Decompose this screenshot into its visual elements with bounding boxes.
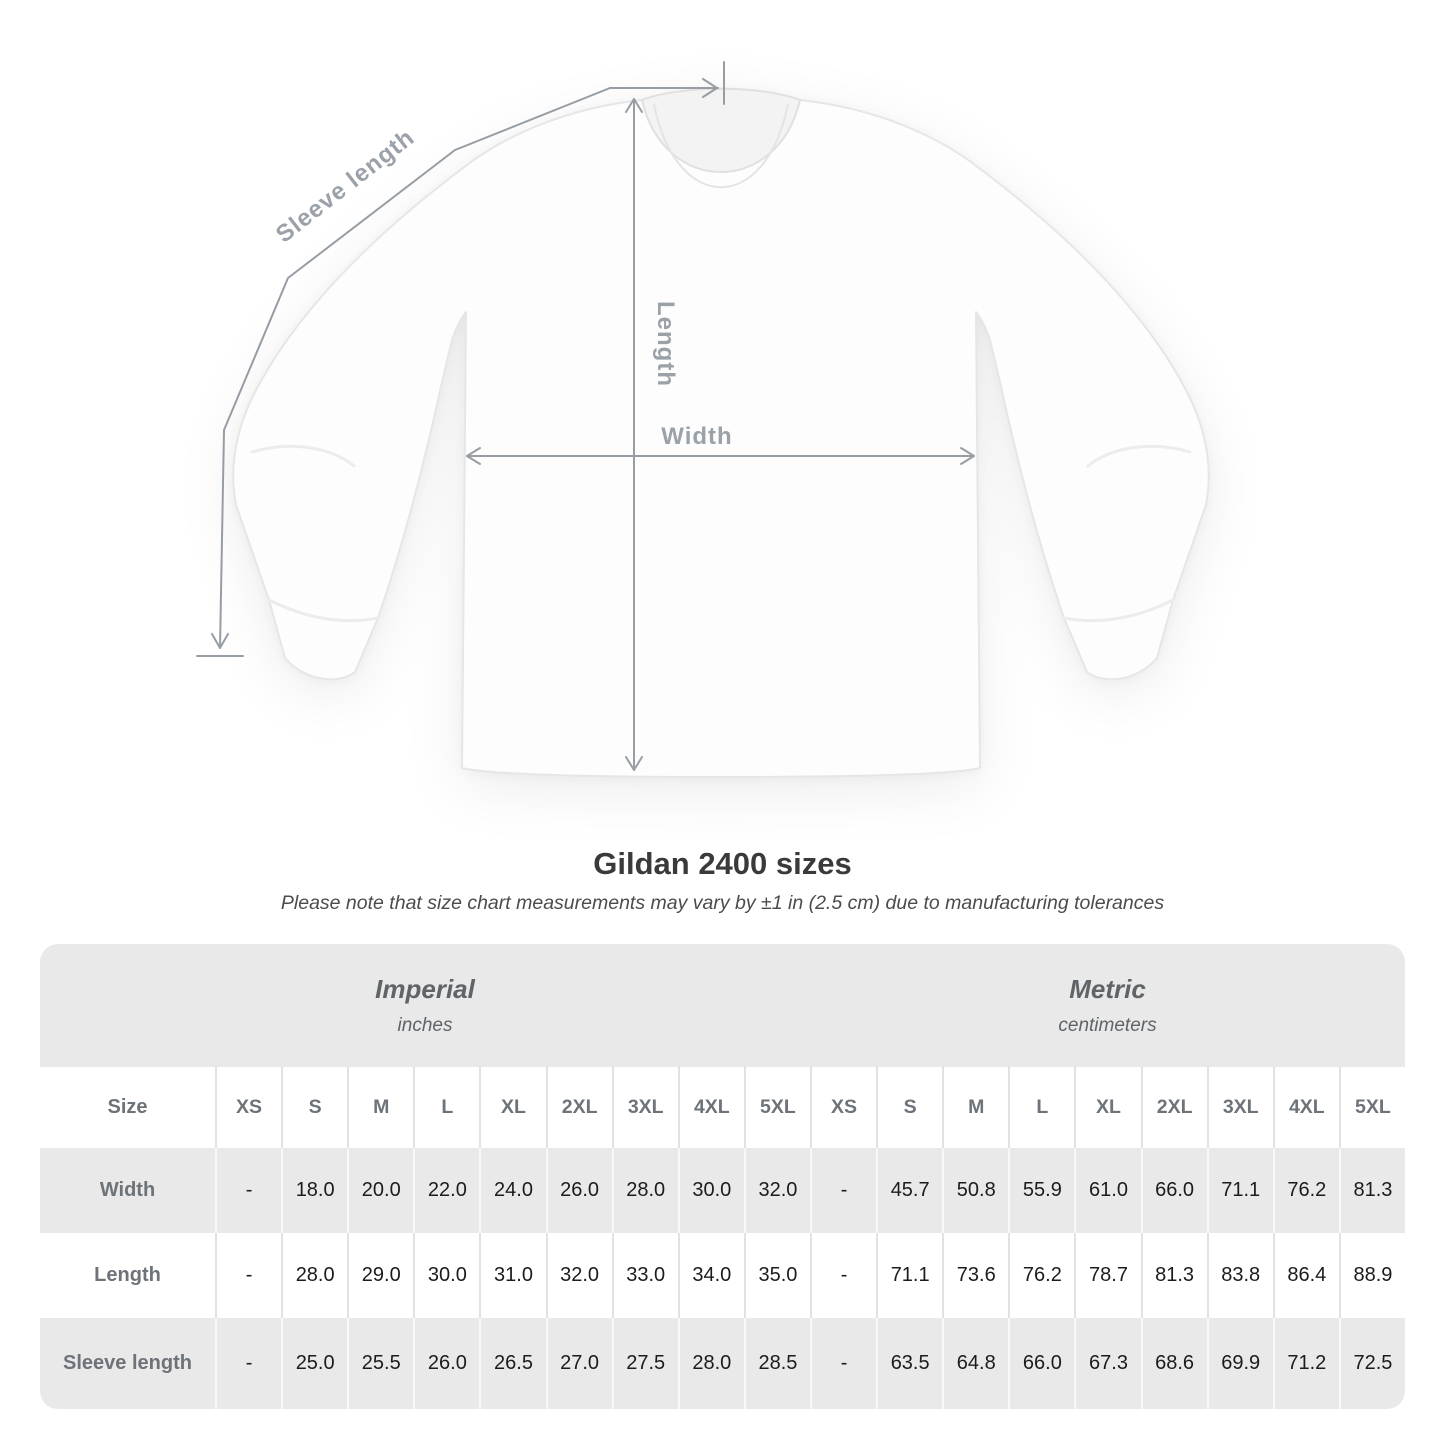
table-cell: - — [215, 1233, 281, 1318]
table-cell: 30.0 — [413, 1233, 479, 1318]
width-label: Width — [661, 423, 733, 450]
table-cell: 69.9 — [1207, 1318, 1273, 1409]
size-header-cell: 4XL — [678, 1067, 744, 1148]
table-cell: 71.1 — [1207, 1148, 1273, 1233]
size-header-cell: L — [1008, 1067, 1074, 1148]
size-header-cell: 3XL — [1207, 1067, 1273, 1148]
table-cell: 73.6 — [942, 1233, 1008, 1318]
table-row-length — [40, 1233, 1405, 1318]
table-cell: 26.5 — [479, 1318, 545, 1409]
table-cell: 32.0 — [744, 1148, 810, 1233]
table-cell: 32.0 — [546, 1233, 612, 1318]
table-cell: 86.4 — [1273, 1233, 1339, 1318]
size-header-cell: XL — [1074, 1067, 1140, 1148]
sleeve-length-label: Sleeve length — [270, 123, 420, 249]
table-cell: 33.0 — [612, 1233, 678, 1318]
table-cell: 78.7 — [1074, 1233, 1140, 1318]
table-cell: 26.0 — [413, 1318, 479, 1409]
size-column-header: Size — [107, 1096, 148, 1118]
unit-header-row — [40, 944, 1405, 1067]
table-cell: 76.2 — [1273, 1148, 1339, 1233]
table-cell: - — [810, 1233, 876, 1318]
table-cell: 67.3 — [1074, 1318, 1140, 1409]
size-header-cell: S — [281, 1067, 347, 1148]
table-cell: - — [810, 1318, 876, 1409]
table-cell: 22.0 — [413, 1148, 479, 1233]
size-header-cell: 4XL — [1273, 1067, 1339, 1148]
table-cell: - — [810, 1148, 876, 1233]
table-cell: 34.0 — [678, 1233, 744, 1318]
imperial-name: Imperial — [375, 974, 475, 1004]
table-cell: 71.1 — [876, 1233, 942, 1318]
size-header-cell: L — [413, 1067, 479, 1148]
table-cell: 45.7 — [876, 1148, 942, 1233]
size-header-cell: M — [942, 1067, 1008, 1148]
table-cell: 28.0 — [678, 1318, 744, 1409]
table-cell: 31.0 — [479, 1233, 545, 1318]
size-header-cell: XL — [479, 1067, 545, 1148]
table-row-width — [40, 1148, 1405, 1233]
size-header-cell: M — [347, 1067, 413, 1148]
table-cell: 55.9 — [1008, 1148, 1074, 1233]
table-cell: 88.9 — [1339, 1233, 1405, 1318]
table-cell: 76.2 — [1008, 1233, 1074, 1318]
table-cell: 64.8 — [942, 1318, 1008, 1409]
row-label: Width — [99, 1179, 156, 1201]
table-cell: - — [215, 1318, 281, 1409]
size-header-cell: 2XL — [1141, 1067, 1207, 1148]
table-cell: 29.0 — [347, 1233, 413, 1318]
size-header-cell: XS — [215, 1067, 281, 1148]
size-header-cell: 2XL — [546, 1067, 612, 1148]
table-cell: 61.0 — [1074, 1148, 1140, 1233]
table-cell: 72.5 — [1339, 1318, 1405, 1409]
table-cell: 81.3 — [1339, 1148, 1405, 1233]
table-cell: 68.6 — [1141, 1318, 1207, 1409]
row-label: Length — [94, 1264, 161, 1286]
table-cell: 28.0 — [281, 1233, 347, 1318]
size-header-cell: 3XL — [612, 1067, 678, 1148]
table-cell: 27.5 — [612, 1318, 678, 1409]
table-cell: 35.0 — [744, 1233, 810, 1318]
metric-name: Metric — [1069, 974, 1146, 1004]
table-cell: - — [215, 1148, 281, 1233]
size-header-cell: S — [876, 1067, 942, 1148]
table-cell: 25.0 — [281, 1318, 347, 1409]
imperial-unit: inches — [397, 1015, 453, 1036]
table-cell: 25.5 — [347, 1318, 413, 1409]
table-cell: 28.5 — [744, 1318, 810, 1409]
table-cell: 18.0 — [281, 1148, 347, 1233]
size-table — [40, 944, 1405, 1409]
table-cell: 28.0 — [612, 1148, 678, 1233]
table-row-sleeve-length — [40, 1318, 1405, 1409]
table-cell: 83.8 — [1207, 1233, 1273, 1318]
unit-header-metric — [810, 944, 1405, 1067]
table-cell: 24.0 — [479, 1148, 545, 1233]
size-header-row — [40, 1067, 1405, 1148]
row-label: Sleeve length — [63, 1352, 192, 1374]
table-cell: 81.3 — [1141, 1233, 1207, 1318]
table-cell: 63.5 — [876, 1318, 942, 1409]
table-cell: 30.0 — [678, 1148, 744, 1233]
length-label: Length — [652, 301, 679, 387]
size-header-cell: XS — [810, 1067, 876, 1148]
table-cell: 71.2 — [1273, 1318, 1339, 1409]
table-cell: 20.0 — [347, 1148, 413, 1233]
table-cell: 66.0 — [1008, 1318, 1074, 1409]
metric-unit: centimeters — [1058, 1015, 1157, 1036]
table-cell: 50.8 — [942, 1148, 1008, 1233]
table-cell: 26.0 — [546, 1148, 612, 1233]
unit-header-imperial — [40, 944, 810, 1067]
page-subtitle: Please note that size chart measurements may vary by ±1 in (2.5 cm) due to manufacturing tolerances — [280, 892, 1165, 914]
size-header-cell: 5XL — [1339, 1067, 1405, 1148]
table-cell: 27.0 — [546, 1318, 612, 1409]
page-title: Gildan 2400 sizes — [593, 846, 852, 881]
table-cell: 66.0 — [1141, 1148, 1207, 1233]
size-header-cell: 5XL — [744, 1067, 810, 1148]
